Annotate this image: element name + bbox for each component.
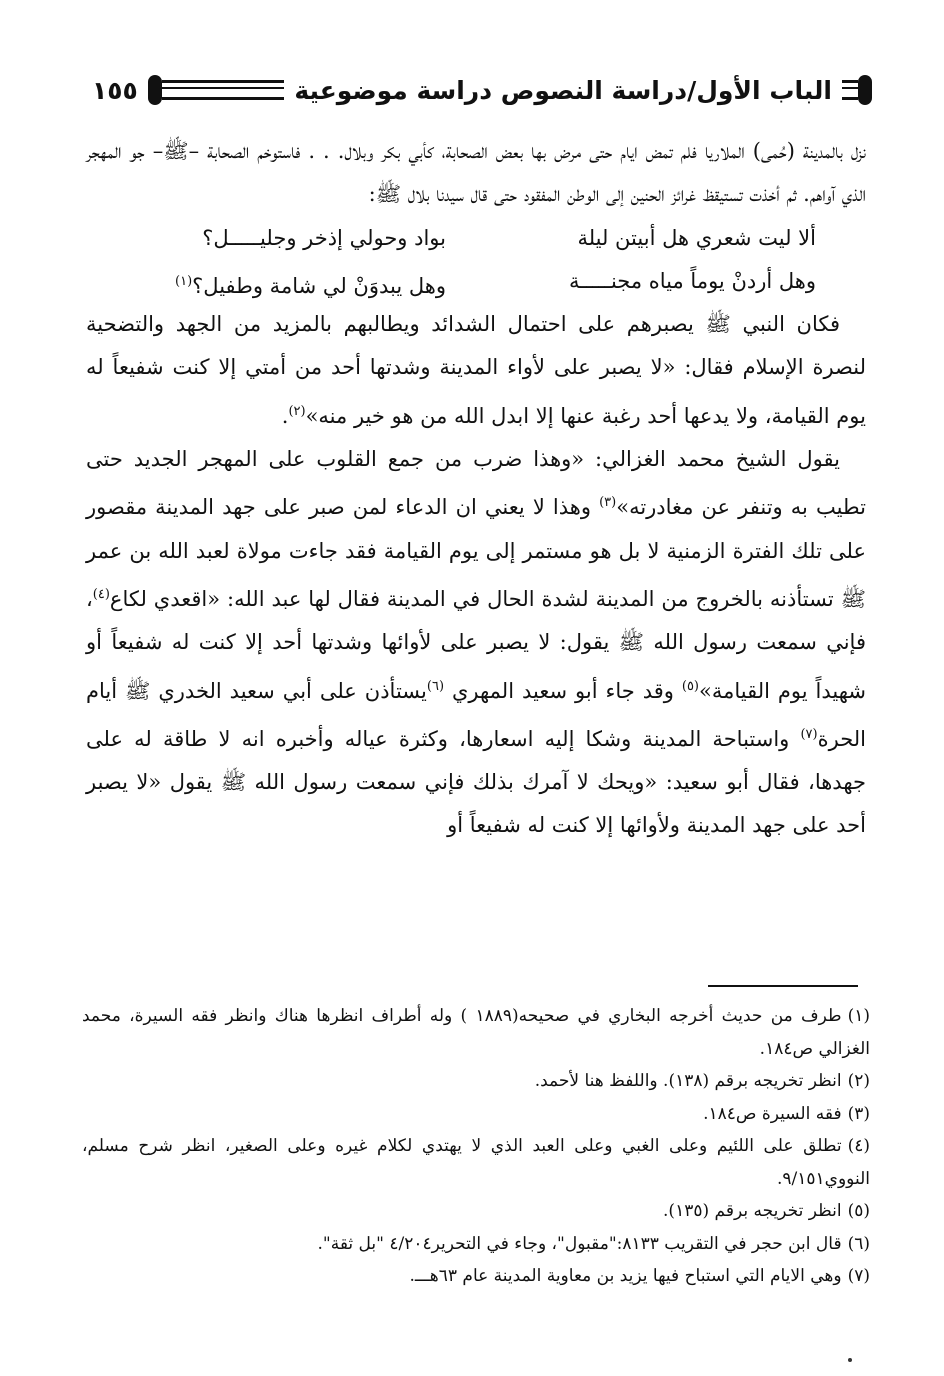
poem-line-2	[86, 260, 866, 303]
footnote-ref-2[interactable]: (٢)	[288, 403, 306, 419]
footnote-2	[82, 1065, 870, 1098]
main-text	[86, 130, 866, 848]
poem-hemistich-2a: وهل أردنْ يوماً مياه مجنـــــة	[568, 268, 816, 293]
footnote-text: انظر تخريجه برقم (١٣٥).	[663, 1201, 842, 1221]
footnote-ref-5[interactable]: (٥)	[681, 678, 699, 694]
poem-line-1	[86, 217, 866, 260]
paragraph-2-end: .	[281, 403, 289, 428]
footnote-1	[82, 1000, 870, 1065]
poem	[86, 217, 866, 304]
paragraph-3e: يستأذن على أبي سعيد الخدري ﷺ أيام الحرة	[86, 678, 866, 751]
footnote-text: وهي الايام التي استباح فيها يزيد بن معاوية المدينة عام ٦٣هـــ.	[409, 1266, 842, 1286]
footnote-6	[82, 1228, 870, 1261]
header-rule-right	[842, 80, 858, 100]
poem-hemistich-1a: ألا ليت شعري هل أبيتن ليلة	[577, 225, 816, 250]
footnote-ref-4[interactable]: (٤)	[92, 586, 110, 602]
paragraph-3f: واستباحة المدينة وشكا إليه اسعارها، وكثرة عياله وأخبره انه لا طاقة له على جهدها، فقال أبو سعيد: «ويحك لا آمرك بذلك فإني سمعت رسول الله ﷺ يقول «لا يصبر أحد على جهد المدينة ولأوائها إلا كنت له شفيعاً أو	[86, 726, 866, 838]
paragraph-3c: ، فإني سمعت رسول الله ﷺ يقول: لا يصبر على لأوائها وشدتها أحد إلا كنت له شفيعاً أو شهيداً يوم القيامة»	[86, 586, 867, 703]
footnote-ref-1[interactable]: (١)	[175, 273, 193, 289]
footnote-7	[82, 1260, 870, 1293]
footnote-text: فقه السيرة ص١٨٤.	[703, 1103, 842, 1124]
paragraph-2	[86, 303, 866, 438]
footnote-ref-3[interactable]: (٣)	[599, 495, 617, 511]
footnote-number: (٢)	[847, 1071, 870, 1091]
page-number: ١٥٥	[92, 75, 138, 105]
chapter-title: الباب الأول/دراسة النصوص دراسة موضوعية	[294, 75, 832, 105]
paragraph-3b: وهذا لا يعني ان الدعاء لمن صبر على جهد المدينة مقصور على تلك الفترة الزمنية لا بل هو مستمر إلى يوم القيامة فقد جاءت مولاة لعبد الله بن عمر ﷺ تستأذنه بالخروج من المدينة لشدة الحال في المدينة فقال لها عبد الله: «اقعدي لكاع	[86, 495, 866, 611]
footnote-number: (٦)	[847, 1233, 870, 1254]
footnote-5	[82, 1195, 870, 1228]
footnote-text: طرف من حديث أخرجه البخاري في صحيحه(١٨٨٩ ) وله أطراف انظرها هناك وانظر فقه السيرة، محمد الغزالي ص١٨٤.	[82, 1006, 870, 1059]
paragraph-3	[86, 438, 866, 848]
footnote-text: قال ابن حجر في التقريب ٨١٣٣:"مقبول"، وجاء في التحرير٤/٢٠٤ "بل ثقة".	[317, 1233, 842, 1254]
paragraph-1: نزل بالمدينة (حُمى) الملاريا فلم تمض ايام حتى مرض بها بعض الصحابة، كأبي بكر وبلال. . . فاستوخم الصحابة –ﷺ– جو المهجر الذي آواهم. ثم أخذت تستيقظ غرائز الحنين إلى الوطن المفقود حتى قال سيدنا بلال ﷺ:	[86, 139, 866, 207]
footnotes	[82, 1000, 870, 1293]
footnote-ref-7[interactable]: (٧)	[800, 726, 818, 742]
footnote-number: (٤)	[847, 1136, 870, 1156]
poem-hemistich-2b-wrap	[116, 260, 486, 303]
page-speck	[848, 1358, 852, 1362]
paragraph-2-text: فكان النبي ﷺ يصبرهم على احتمال الشدائد ويطالبهم بالمزيد من الجهد والتضحية لنصرة الإسلام فقال: «لا يصبر على لأواء المدينة وشدتها أحد من أمتي إلا كنت شفيعاً له يوم القيامة، ولا يدعها أحد رغبة عنها إلا ابدل الله من هو خير منه»	[86, 312, 866, 428]
running-header	[92, 64, 872, 116]
footnote-ref-6[interactable]: (٦)	[426, 678, 445, 694]
poem-hemistich-1b: بواد وحولي إذخر وجليـــــل؟	[202, 225, 446, 250]
footnote-number: (٥)	[847, 1201, 870, 1221]
paragraph-3d: وقد جاء أبو سعيد المهري	[444, 678, 682, 703]
poem-hemistich-2b: وهل يبدوَنْ لي شامة وطفيل؟	[192, 273, 446, 298]
footnote-separator	[708, 985, 858, 987]
footnote-text: تطلق على اللئيم وعلى الغبي وعلى العبد الذي لا يهتدي لكلام غيره وعلى الصغير، انظر شرح مسلم، النووي٩/١٥١.	[82, 1136, 870, 1189]
footnote-4	[82, 1130, 870, 1195]
header-rule-left	[162, 80, 285, 100]
footnote-number: (١)	[847, 1006, 870, 1026]
footnote-text: انظر تخريجه برقم (١٣٨). واللفظ هنا لأحمد.	[534, 1071, 842, 1091]
footnote-number: (٣)	[847, 1103, 870, 1124]
footnote-number: (٧)	[847, 1266, 870, 1286]
header-ornament-left	[148, 75, 162, 105]
footnote-3	[82, 1098, 870, 1131]
paragraph-3a: يقول الشيخ محمد الغزالي: «وهذا ضرب من جمع القلوب على المهجر الجديد حتى تطيب به وتنفر عن مغادرته»	[86, 447, 866, 520]
header-ornament-right	[858, 75, 872, 105]
